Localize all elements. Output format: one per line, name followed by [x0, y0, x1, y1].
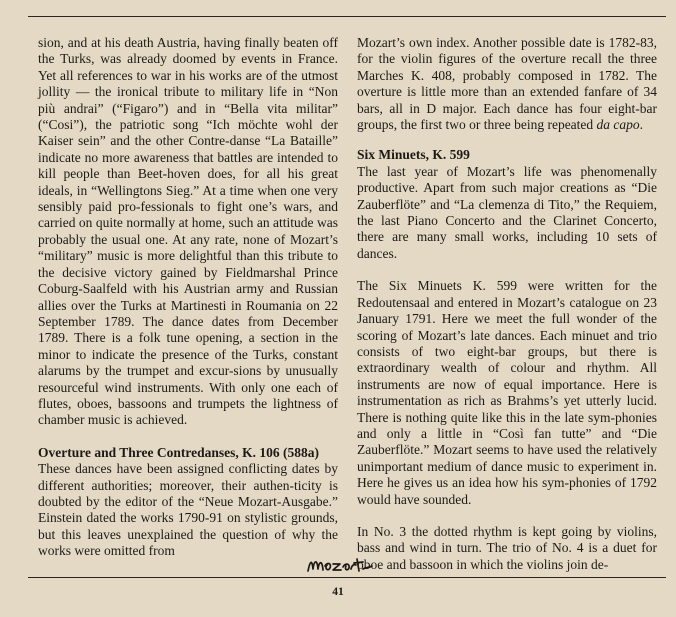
right-paragraph-1-end: .	[639, 117, 644, 133]
right-paragraph-4: In No. 3 the dotted rhythm is kept going by violins, bass and wind in turn. The trio of No. 4 is a duet for oboe and bassoon in which the violins join de-	[357, 523, 657, 572]
left-column	[38, 35, 338, 560]
right-paragraph-2: The last year of Mozart’s life was phenomenally productive. Apart from such major creations as “Die Zauberflöte” and “La clemenza di Tito,” the Requiem, the last Piano Concerto and the Clarinet Concerto, there are many small works, including 10 sets of dances.	[357, 163, 657, 261]
right-paragraph-1-text: Mozart’s own index. Another possible date is 1782-83, for the violin figures of the overture recall the three Marches K. 408, probably composed in 1782. The overture is little more than an extended fanfare of 34 bars, all in D major. Each dance has four eight-bar groups, the first two or three being repeated	[357, 35, 657, 133]
italic-da-capo: da capo	[596, 117, 640, 133]
right-column	[357, 35, 657, 573]
right-paragraph-1	[357, 35, 657, 133]
left-paragraph-2: These dances have been assigned conflicting dates by different authorities; moreover, their authen-ticity is doubted by the editor of the “Neue Mozart-Ausgabe.” Einstein dated the works 1790-91 on stylistic grounds, but this leaves unexplained the question of why the works were omitted from	[38, 461, 338, 559]
mozart-signature-logo	[305, 553, 375, 577]
section-heading-six-minuets: Six Minuets, K. 599	[357, 147, 470, 163]
left-paragraph-1: sion, and at his death Austria, having finally beaten off the Turks, was already doomed by events in France. Yet all references to war in his works are of the utmost jollity — the ironical tribute to military life in “Non più andrai” (“Figaro”) and in “Bella vita militar” (“Cosi”), the patriotic song “Ich möchte wohl der Kaiser sein” and the other Contre-danse “La Bataille” indicate no more awareness that battles are intended to kill people than Beet-hoven does, for all his great ideals, in “Wellingtons Sieg.” At a time when one very sensibly paid pro-fessionals to fight one’s wars, and carried on quite normally at home, such an attitude was probably the usual one. At any rate, none of Mozart’s “military” music is more delightful than this tribute to the decisive victory gained by Fieldmarshal Prince Coburg-Saalfeld with his Austrian army and Russian allies over the Turks at Martinesti in Roumania on 22 September 1789. The dance dates from December 1789. There is a folk tune opening, a section in the minor to indicate the presence of the Turks, constant alarums by the trumpet and excur-sions by unusually resourceful wind instruments. With only one each of flutes, oboes, bassoons and trumpets the lightness of chamber music is achieved.	[38, 35, 338, 428]
section-heading-overture: Overture and Three Contredanses, K. 106 (588a)	[38, 444, 319, 460]
page-number: 41	[332, 586, 344, 598]
right-paragraph-3: The Six Minuets K. 599 were written for the Redoutensaal and entered in Mozart’s catalogue on 23 January 1791. Here we meet the full wonder of the scoring of Mozart’s late dances. Each minuet and trio consists of two eight-bar groups, but there is extraordinary wealth of colour and rhythm. All instruments are now of equal importance. Here is instrumentation as rich as Brahms’s yet utterly lucid. There is nothing quite like this in the late sym-phonies and only a little in “Così fan tutte” and “Die Zauberflöte.” Mozart seems to have used the relatively unimportant medium of dance music to experiment in. Here he gives us an idea how his sym-phonies of 1792 would have sounded.	[357, 278, 657, 507]
top-rule	[28, 16, 666, 17]
bottom-rule	[28, 577, 666, 578]
